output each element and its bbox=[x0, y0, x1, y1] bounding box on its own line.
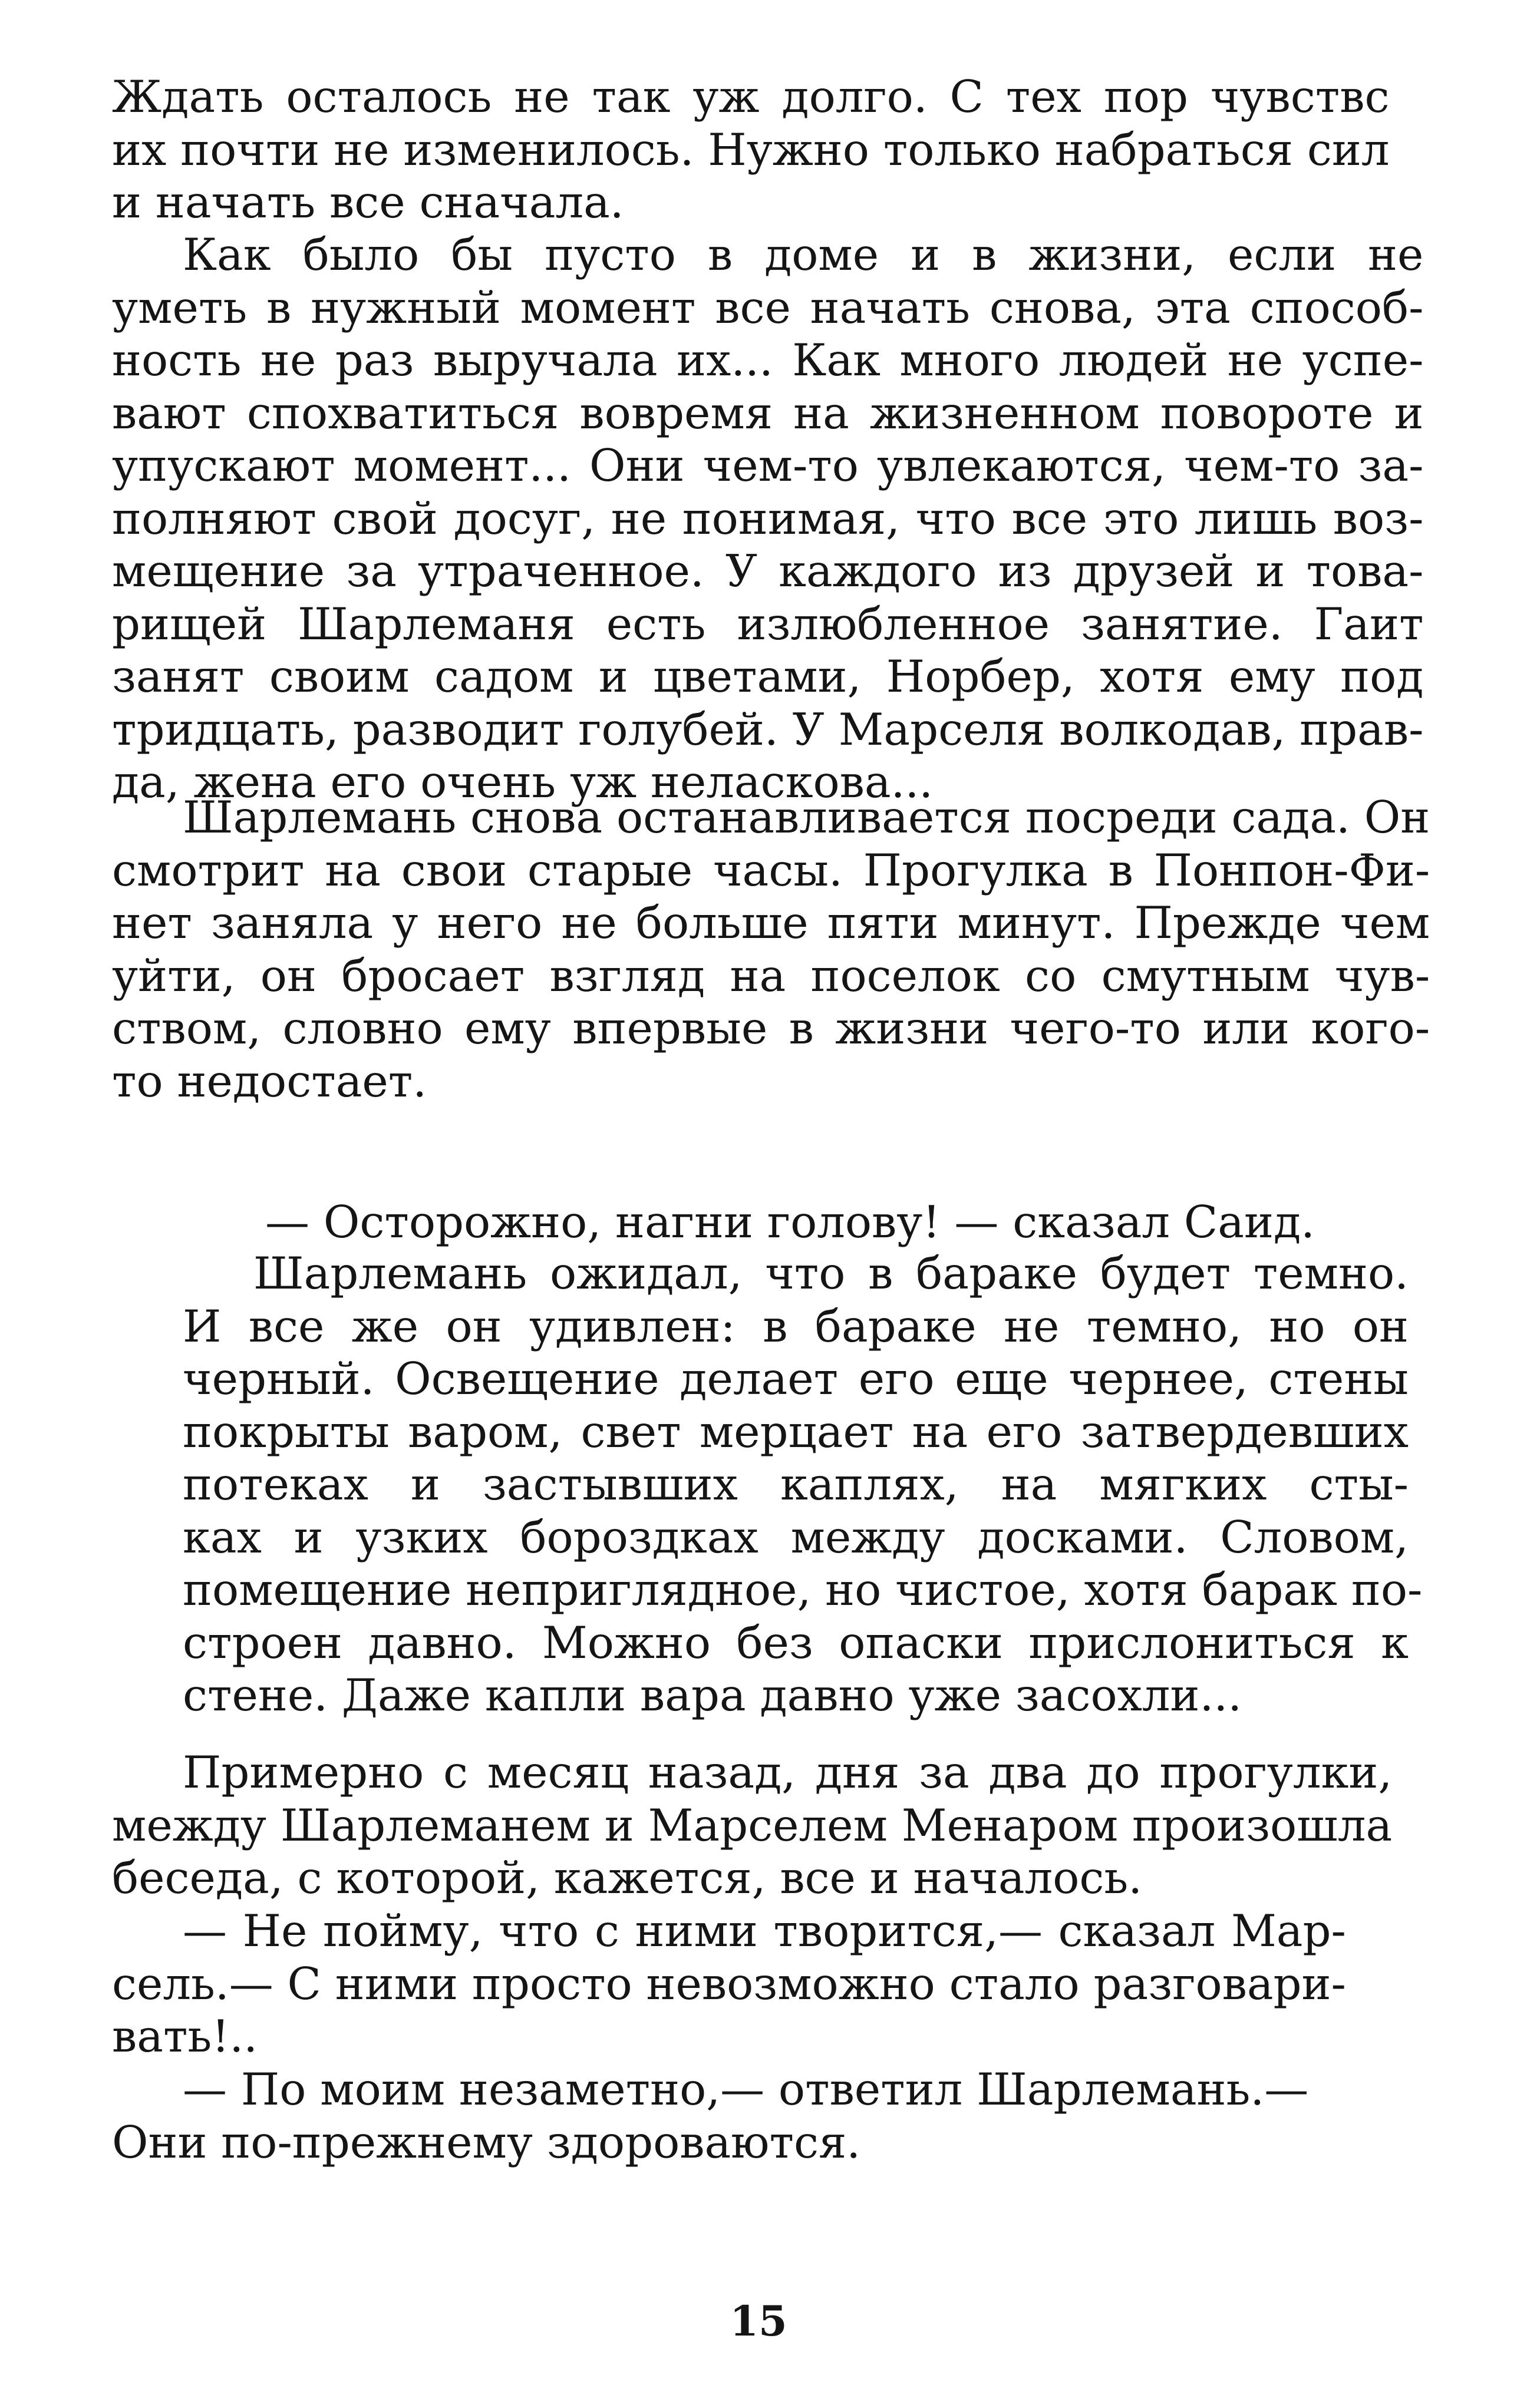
text-line: то недостает. bbox=[112, 1055, 427, 1107]
text-line: потеках и застывших каплях, на мягких сты- bbox=[183, 1458, 1409, 1510]
text-line: — Осторожно, нагни голову! — сказал Саид. bbox=[265, 1196, 1315, 1248]
text-line: и начать все сначала. bbox=[112, 176, 624, 228]
text-line: И все же он удивлен: в бараке не темно, но он bbox=[183, 1300, 1409, 1352]
paragraph bbox=[112, 229, 1423, 809]
text-line: ках и узких бороздках между досками. Словом, bbox=[183, 1511, 1409, 1563]
text-line: покрыты варом, свет мерцает на его затвердевших bbox=[183, 1405, 1409, 1458]
text-line: рищей Шарлеманя есть излюбленное занятие. Гаит bbox=[112, 597, 1424, 650]
paragraph bbox=[112, 1905, 1346, 2063]
text-line: Шарлемань ожидал, что в бараке будет темно. bbox=[253, 1247, 1409, 1299]
text-line: — По моим незаметно,— ответил Шарлемань.— bbox=[183, 2063, 1309, 2115]
text-line: ность не раз выручала их... Как много людей не успе- bbox=[112, 334, 1424, 386]
paragraph bbox=[112, 71, 1390, 229]
text-line: между Шарлеманем и Марселем Менаром произошла bbox=[112, 1799, 1393, 1851]
text-line: черный. Освещение делает его еще чернее, стены bbox=[183, 1353, 1409, 1405]
page-number: 15 bbox=[730, 2297, 787, 2346]
text-line: их почти не изменилось. Нужно только набраться сил bbox=[112, 123, 1390, 176]
text-line: уметь в нужный момент все начать снова, эта способ- bbox=[112, 281, 1424, 333]
text-line: строен давно. Можно без опаски прислониться к bbox=[183, 1616, 1409, 1669]
text-line: полняют свой досуг, не понимая, что все это лишь воз- bbox=[112, 492, 1424, 544]
text-line: Ждать осталось не так уж долго. С тех пор чувствс bbox=[112, 71, 1390, 123]
text-line: помещение неприглядное, но чистое, хотя барак по- bbox=[183, 1564, 1423, 1616]
paragraph bbox=[112, 2063, 1308, 2169]
text-line: уйти, он бросает взгляд на поселок со смутным чув- bbox=[112, 949, 1430, 1002]
text-line: Они по-прежнему здороваются. bbox=[112, 2116, 861, 2168]
dialogue-line bbox=[112, 1196, 1315, 1249]
text-line: нет заняла у него не больше пяти минут. Прежде чем bbox=[112, 897, 1430, 949]
paragraph bbox=[183, 1247, 1423, 1722]
text-line: вают спохватиться вовремя на жизненном повороте и bbox=[112, 387, 1424, 439]
text-line: стене. Даже капли вара давно уже засохли... bbox=[183, 1669, 1242, 1721]
text-line: смотрит на свои старые часы. Прогулка в Понпон-Фи- bbox=[112, 844, 1430, 896]
text-line: — Не пойму, что с ними творится,— сказал Мар- bbox=[183, 1905, 1346, 1957]
text-line: Шарлемань снова останавливается посреди сада. Он bbox=[183, 791, 1430, 843]
text-line: мещение за утраченное. У каждого из друзей и това- bbox=[112, 545, 1424, 597]
text-line: да, жена его очень уж неласкова... bbox=[112, 756, 934, 808]
text-line: вать!.. bbox=[112, 2010, 258, 2062]
text-line: ством, словно ему впервые в жизни чего-то или кого- bbox=[112, 1002, 1430, 1054]
text-line: Примерно с месяц назад, дня за два до прогулки, bbox=[183, 1746, 1393, 1798]
paragraph bbox=[112, 1746, 1392, 1905]
text-line: сель.— С ними просто невозможно стало разговари- bbox=[112, 1957, 1346, 2010]
text-line: занят своим садом и цветами, Норбер, хотя ему под bbox=[112, 650, 1424, 702]
text-line: упускают момент... Они чем-то увлекаются, чем-то за- bbox=[112, 440, 1424, 491]
text-line: Как было бы пусто в доме и в жизни, если не bbox=[183, 229, 1424, 280]
paragraph bbox=[112, 791, 1430, 1108]
text-line: беседа, с которой, кажется, все и началось. bbox=[112, 1852, 1143, 1904]
text-line: тридцать, разводит голубей. У Марселя волкодав, прав- bbox=[112, 703, 1424, 755]
